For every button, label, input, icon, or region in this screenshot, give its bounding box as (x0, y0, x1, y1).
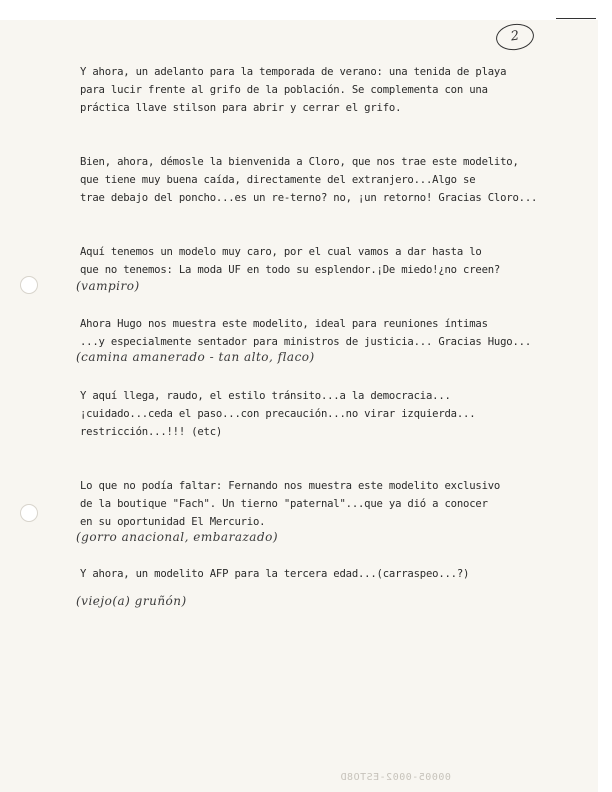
text-line: trae debajo del poncho...es un re-terno? no, ¡un retorno! Gracias Cloro... (80, 192, 538, 204)
text-line: Aquí tenemos un modelo muy caro, por el cual vamos a dar hasta lo (80, 246, 482, 258)
text-line: restricción...!!! (etc) (80, 426, 223, 438)
text-line: que tiene muy buena caída, directamente del extranjero...Algo se (80, 174, 476, 186)
paragraph-cloro (80, 153, 560, 207)
bleed-through-stamp: 00005-0002-ESTO8D (340, 772, 451, 783)
text-line: Lo que no podía faltar: Fernando nos muestra este modelito exclusivo (80, 480, 501, 492)
handwritten-note: (camina amanerado - tan alto, flaco) (76, 350, 315, 364)
top-margin (0, 0, 598, 20)
text-line: práctica llave stilson para abrir y cerrar el grifo. (80, 102, 402, 114)
text-line: Y ahora, un modelito AFP para la tercera edad...(carraspeo...?) (80, 568, 470, 580)
handwritten-note: (gorro anacional, embarazado) (76, 530, 279, 544)
paragraph-afp (80, 565, 560, 583)
text-line: que no tenemos: La moda UF en todo su esplendor.¡De miedo!¿no creen? (80, 264, 501, 276)
paragraph-transito (80, 387, 560, 441)
paragraph-hugo (80, 315, 560, 351)
paragraph-uf-model (80, 243, 560, 279)
text-line: Bien, ahora, démosle la bienvenida a Cloro, que nos trae este modelito, (80, 156, 519, 168)
text-line: ¡cuidado...ceda el paso...con precaución...no virar izquierda... (80, 408, 476, 420)
text-line: Y ahora, un adelanto para la temporada de verano: una tenida de playa (80, 66, 507, 78)
text-line: Ahora Hugo nos muestra este modelito, ideal para reuniones íntimas (80, 318, 488, 330)
text-line: Y aquí llega, raudo, el estilo tránsito...a la democracia... (80, 390, 451, 402)
text-line: de la boutique "Fach". Un tierno "paternal"...que ya dió a conocer (80, 498, 488, 510)
text-line: en su oportunidad El Mercurio. (80, 516, 266, 528)
handwritten-note: (vampiro) (76, 279, 140, 293)
text-line: para lucir frente al grifo de la población. Se complementa con una (80, 84, 488, 96)
punch-hole (20, 276, 38, 294)
punch-hole (20, 504, 38, 522)
handwritten-note: (viejo(a) gruñón) (76, 594, 187, 608)
paragraph-summer-outfit (80, 63, 560, 117)
paragraph-fernando (80, 477, 560, 531)
text-line: ...y especialmente sentador para ministros de justicia... Gracias Hugo... (80, 336, 531, 348)
corner-mark (556, 18, 596, 19)
page-number: 2 (494, 21, 535, 52)
